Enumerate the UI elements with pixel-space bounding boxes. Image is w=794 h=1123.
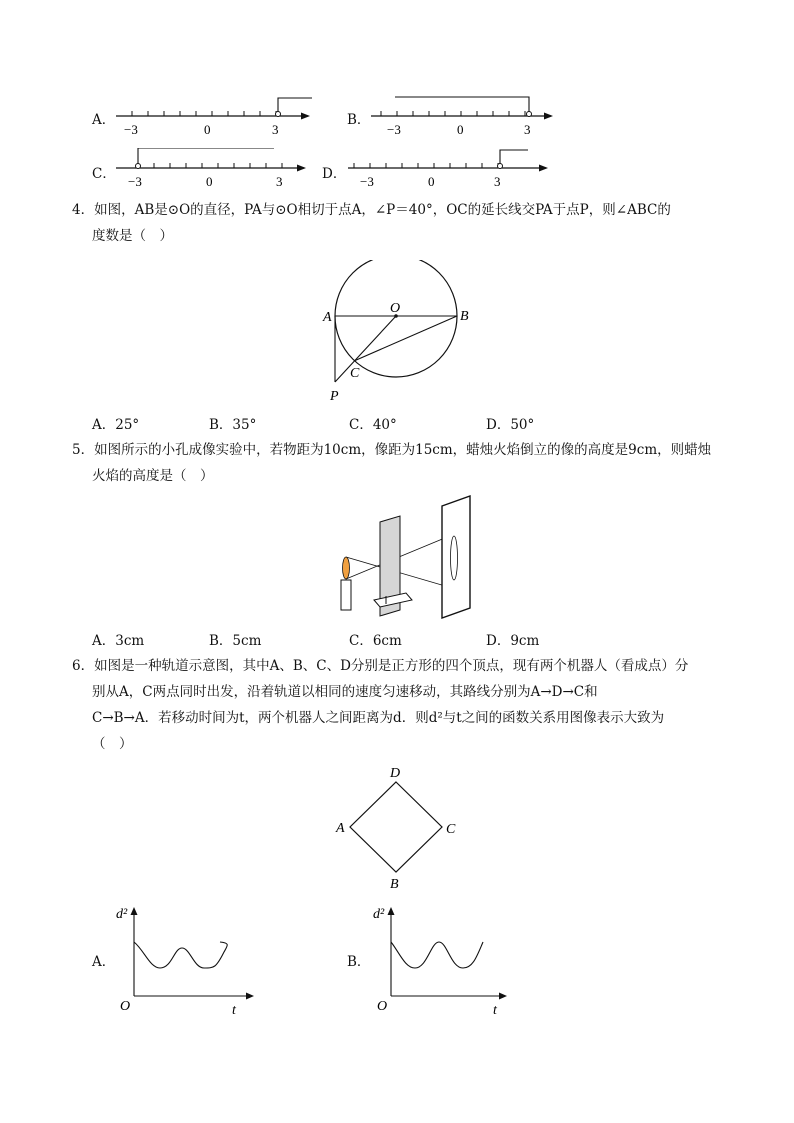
tick-0: 0 xyxy=(204,122,211,137)
graph-a-curve xyxy=(134,942,227,968)
q5-choice-a: A．3cm xyxy=(92,633,145,649)
q4-choice-d: D．50° xyxy=(486,417,535,433)
label-o: O xyxy=(390,301,401,316)
circle-o xyxy=(335,260,457,377)
q4-line-2: 度数是（ ） xyxy=(92,228,173,244)
q4-line-1: 4．如图，AB是⊙O的直径，PA与⊙O相切于点A，∠P＝40°，OC的延长线交PA于点P，则∠ABC的 xyxy=(72,202,671,218)
graph-b-ylabel: d² xyxy=(373,907,385,922)
q3-option-a xyxy=(92,96,322,140)
q6-stem xyxy=(72,653,732,757)
tick-neg3: −3 xyxy=(387,122,401,137)
q5-pinhole-figure xyxy=(330,492,480,622)
q4-stem xyxy=(72,197,732,249)
tick-3: 3 xyxy=(272,122,279,137)
square-track xyxy=(350,782,442,872)
q6-graph-b-label: B． xyxy=(347,954,371,970)
tick-0: 0 xyxy=(206,174,213,189)
q3-option-a-label: A． xyxy=(92,112,116,128)
q6-line-2: 别从A，C两点同时出发，沿着轨道以相同的速度匀速移动，其路线分别为A→D→C和 xyxy=(92,684,598,700)
label-b: B xyxy=(390,877,399,892)
segment-bc xyxy=(354,316,457,361)
label-b: B xyxy=(460,309,469,324)
label-c: C xyxy=(350,366,360,381)
q5-number: 5． xyxy=(72,442,95,458)
number-line-d xyxy=(342,148,552,192)
q5-line-1: 5．如图所示的小孔成像实验中，若物距为10cm，像距为15cm，蜡烛火焰倒立的像的高度是9cm，则蜡烛 xyxy=(72,442,712,458)
q3-option-c-label: C． xyxy=(92,166,116,182)
q5-choice-c: C．6cm xyxy=(349,633,402,649)
label-p: P xyxy=(330,389,339,404)
graph-b-origin: O xyxy=(377,999,388,1014)
label-d: D xyxy=(390,766,401,781)
q5-stem xyxy=(72,437,732,489)
q5-choices xyxy=(92,629,692,649)
graph-a-origin: O xyxy=(120,999,131,1014)
candle-flame xyxy=(343,557,350,579)
tick-neg3: −3 xyxy=(360,174,374,189)
q3-option-b xyxy=(347,96,577,140)
q3-option-c xyxy=(92,148,322,192)
q4-choice-a: A．25° xyxy=(92,417,140,433)
number-line-c xyxy=(112,148,322,192)
tick-neg3: −3 xyxy=(124,122,138,137)
graph-b-xlabel: t xyxy=(493,1003,497,1018)
label-a: A xyxy=(336,821,345,836)
q4-choice-b: B．35° xyxy=(209,417,257,433)
q5-line-2: 火焰的高度是（ ） xyxy=(92,468,214,484)
q4-circle-figure xyxy=(318,260,478,405)
q4-choice-c: C．40° xyxy=(349,417,397,433)
q6-square-track-figure xyxy=(330,762,465,892)
q6-line-3: C→B→A．若移动时间为t，两个机器人之间距离为d．则d²与t之间的函数关系用图像表示大致为 xyxy=(92,710,665,726)
number-line-a xyxy=(112,96,322,140)
tick-0: 0 xyxy=(428,174,435,189)
q5-choice-d: D．9cm xyxy=(486,633,540,649)
tick-3: 3 xyxy=(276,174,283,189)
graph-b-curve xyxy=(391,942,483,968)
q3-option-d xyxy=(322,148,552,192)
label-a: A xyxy=(323,310,332,325)
graph-b-plot xyxy=(369,898,519,1018)
graph-a-xlabel: t xyxy=(232,1003,236,1018)
q4-choices xyxy=(92,413,692,433)
q3-option-b-label: B． xyxy=(347,112,371,128)
q5-choice-b: B．5cm xyxy=(209,633,262,649)
label-c: C xyxy=(446,822,456,837)
graph-a-ylabel: d² xyxy=(116,907,128,922)
tick-3: 3 xyxy=(524,122,531,137)
q6-graph-a xyxy=(92,898,262,1018)
graph-a-plot xyxy=(114,898,264,1018)
q6-graph-b xyxy=(347,898,517,1018)
tick-0: 0 xyxy=(457,122,464,137)
tick-3: 3 xyxy=(494,174,501,189)
q6-line-4: （ ） xyxy=(92,736,133,752)
q4-number: 4． xyxy=(72,202,95,218)
q6-line-1: 6．如图是一种轨道示意图，其中A、B、C、D分别是正方形的四个顶点，现有两个机器人（看成点）分 xyxy=(72,658,689,674)
number-line-b xyxy=(367,96,577,140)
q3-option-d-label: D． xyxy=(322,166,347,182)
candle xyxy=(341,580,351,610)
q6-number: 6． xyxy=(72,658,95,674)
tick-neg3: −3 xyxy=(128,174,142,189)
screen xyxy=(442,496,470,618)
q6-graph-a-label: A． xyxy=(92,954,116,970)
